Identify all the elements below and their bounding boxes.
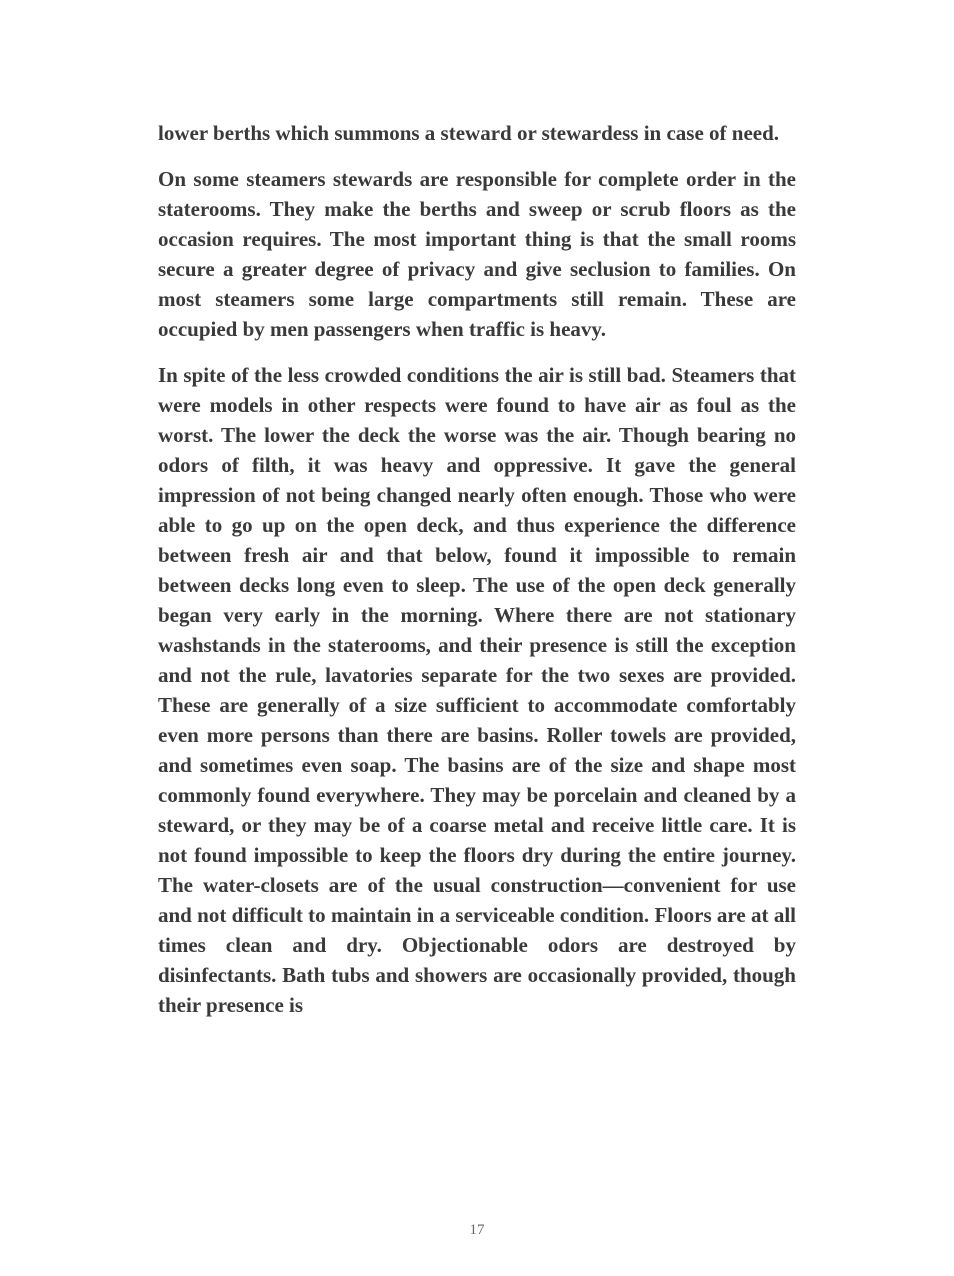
body-text bbox=[158, 118, 796, 1036]
paragraph-2: On some steamers stewards are responsible for complete order in the staterooms. They make the berths and sweep or scrub floors as the occasion requires. The most important thing is that the small rooms secure a greater degree of privacy and give seclusion to families. On most steamers some large compartments still remain. These are occupied by men passengers when traffic is heavy. bbox=[158, 167, 796, 341]
paragraph-3: In spite of the less crowded conditions the air is still bad. Steamers that were models in other respects were found to have air as foul as the worst. The lower the deck the worse was the air. Though bearing no odors of filth, it was heavy and oppressive. It gave the general impression of not being changed nearly often enough. Those who were able to go up on the open deck, and thus experience the difference between fresh air and that below, found it impossible to remain between decks long even to sleep. The use of the open deck generally began very early in the morning. Where there are not stationary washstands in the staterooms, and their presence is still the exception and not the rule, lavatories separate for the two sexes are provided. These are generally of a size sufficient to accommodate comfortably even more persons than there are basins. Roller towels are provided, and sometimes even soap. The basins are of the size and shape most commonly found everywhere. They may be porcelain and cleaned by a steward, or they may be of a coarse metal and receive little care. It is not found impossible to keep the floors dry during the entire journey. The water-closets are of the usual construction—convenient for use and not difficult to maintain in a serviceable condition. Floors are at all times clean and dry. Objectionable odors are destroyed by disinfectants. Bath tubs and showers are occasionally provided, though their presence is bbox=[158, 363, 796, 1017]
paragraph-1: lower berths which summons a steward or stewardess in case of need. bbox=[158, 121, 780, 145]
page-number: 17 bbox=[469, 1222, 485, 1238]
